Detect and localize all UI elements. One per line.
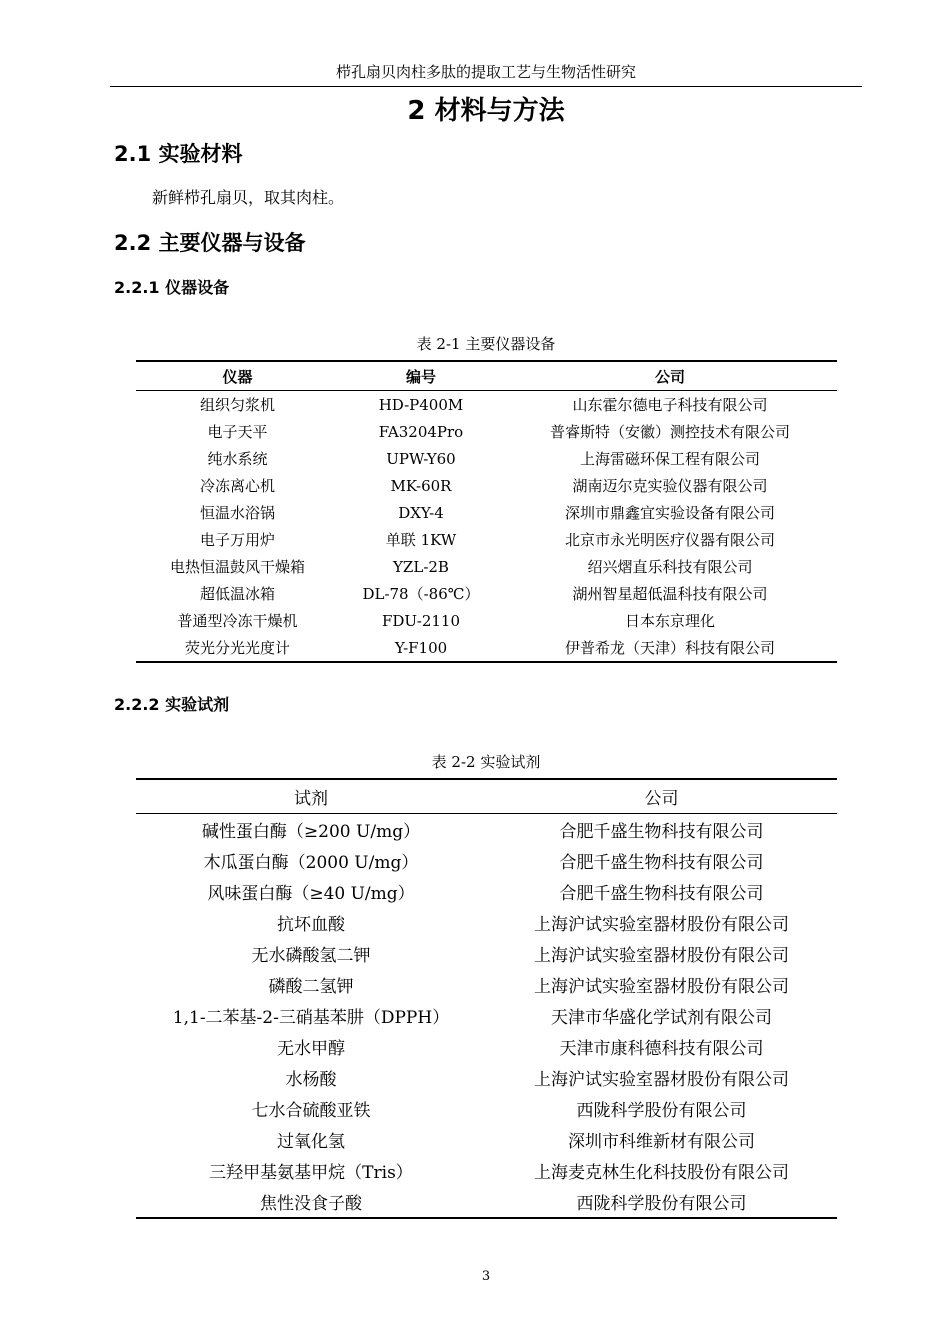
- reagent-company: 上海沪试实验室器材股份有限公司: [534, 915, 789, 935]
- reagent-company: 上海沪试实验室器材股份有限公司: [534, 1070, 789, 1090]
- instrument-company: 湖南迈尔克实验仪器有限公司: [572, 477, 768, 495]
- instrument-company: 北京市永光明医疗仪器有限公司: [564, 531, 775, 549]
- table-row: [136, 472, 837, 499]
- instrument-company: 伊普希龙（天津）科技有限公司: [564, 639, 775, 657]
- reagent-name: 磷酸二氢钾: [268, 977, 354, 997]
- instrument-name: 普通型冷冻干燥机: [177, 612, 298, 630]
- instrument-model: DL-78（-86℃）: [362, 585, 480, 603]
- instrument-model: MK-60R: [390, 476, 452, 495]
- reagent-name: 三羟甲基氨基甲烷（Tris）: [209, 1163, 413, 1183]
- section-2-2-2-heading: 2.2.2 实验试剂: [114, 695, 230, 714]
- reagent-name: 焦性没食子酸: [260, 1194, 362, 1214]
- instrument-name: 恒温水浴锅: [199, 504, 275, 522]
- reagent-company: 合肥千盛生物科技有限公司: [559, 822, 764, 842]
- reagents-table: [136, 778, 837, 1219]
- table-row: [136, 445, 837, 472]
- table2-header-company: 公司: [486, 779, 837, 814]
- table-row: [136, 499, 837, 526]
- table1-header-instrument: 仪器: [136, 361, 339, 391]
- instrument-company: 绍兴熠直乐科技有限公司: [587, 558, 753, 576]
- reagent-company: 上海沪试实验室器材股份有限公司: [534, 946, 789, 966]
- instrument-name: 超低温冰箱: [199, 585, 275, 603]
- reagent-name: 1,1-二苯基-2-三硝基苯肼（DPPH）: [172, 1008, 450, 1028]
- instrument-model: HD-P400M: [378, 395, 464, 414]
- instrument-company: 普睿斯特（安徽）测控技术有限公司: [549, 423, 790, 441]
- reagent-name: 无水甲醇: [277, 1039, 345, 1059]
- reagent-company: 西陇科学股份有限公司: [576, 1101, 747, 1121]
- instrument-company: 湖州智星超低温科技有限公司: [572, 585, 768, 603]
- section-2-2-1-heading: 2.2.1 仪器设备: [114, 278, 230, 297]
- instrument-model: 单联 1KW: [385, 531, 457, 549]
- reagent-name: 碱性蛋白酶（≥200 U/mg）: [201, 822, 421, 842]
- table-row: [136, 1062, 837, 1093]
- reagent-company: 深圳市科维新材有限公司: [568, 1132, 755, 1152]
- reagent-company: 西陇科学股份有限公司: [576, 1194, 747, 1214]
- reagent-company: 合肥千盛生物科技有限公司: [559, 884, 764, 904]
- header-rule: [110, 86, 862, 87]
- reagent-company: 天津市华盛化学试剂有限公司: [551, 1008, 772, 1028]
- reagent-company: 上海沪试实验室器材股份有限公司: [534, 977, 789, 997]
- reagent-company: 天津市康科德科技有限公司: [559, 1039, 764, 1059]
- table1-header-company: 公司: [503, 361, 837, 391]
- instrument-name: 电热恒温鼓风干燥箱: [169, 558, 305, 576]
- reagent-name: 木瓜蛋白酶（2000 U/mg）: [203, 853, 419, 873]
- table-row: [136, 1031, 837, 1062]
- table-row: [136, 845, 837, 876]
- page-number: 3: [481, 1269, 491, 1284]
- instrument-name: 电子天平: [207, 423, 268, 441]
- table-row: [136, 580, 837, 607]
- instruments-table: [136, 360, 837, 663]
- table-row: [136, 1155, 837, 1186]
- instrument-name: 纯水系统: [207, 450, 268, 468]
- reagent-name: 水杨酸: [285, 1070, 337, 1090]
- table-row: [136, 1093, 837, 1124]
- table1-caption: 表 2-1 主要仪器设备: [416, 335, 556, 353]
- table2-header-reagent: 试剂: [136, 779, 486, 814]
- chapter-title: 2 材料与方法: [407, 96, 565, 126]
- reagent-name: 风味蛋白酶（≥40 U/mg）: [207, 884, 415, 904]
- reagent-company: 上海麦克林生化科技股份有限公司: [534, 1163, 789, 1183]
- table-row: [136, 969, 837, 1000]
- table-row: [136, 1124, 837, 1155]
- table-row: [136, 938, 837, 969]
- section-2-2-heading: 2.2 主要仪器与设备: [114, 231, 306, 255]
- instrument-model: UPW-Y60: [386, 449, 456, 468]
- table2-header-row: [136, 779, 837, 814]
- table-row: [136, 1000, 837, 1031]
- reagent-name: 无水磷酸氢二钾: [251, 946, 371, 966]
- table1-header-model: 编号: [339, 361, 503, 391]
- reagent-name: 抗坏血酸: [277, 915, 345, 935]
- instrument-name: 冷冻离心机: [199, 477, 275, 495]
- table-row: [136, 553, 837, 580]
- table-row: [136, 526, 837, 553]
- instrument-model: FA3204Pro: [378, 422, 464, 441]
- section-2-1-heading: 2.1 实验材料: [114, 142, 243, 166]
- instrument-name: 组织匀浆机: [199, 396, 275, 414]
- reagent-name: 过氧化氢: [277, 1132, 345, 1152]
- table2-caption: 表 2-2 实验试剂: [431, 753, 541, 771]
- table1-header-row: [136, 361, 837, 391]
- instrument-name: 电子万用炉: [199, 531, 275, 549]
- instrument-company: 山东霍尔德电子科技有限公司: [572, 396, 768, 414]
- table-row: [136, 907, 837, 938]
- instrument-model: YZL-2B: [393, 557, 449, 576]
- table-row: [136, 418, 837, 445]
- reagent-name: 七水合硫酸亚铁: [251, 1101, 371, 1121]
- section-2-1-text: 新鲜栉孔扇贝，取其肉柱。: [152, 188, 345, 207]
- instrument-name: 荧光分光光度计: [184, 639, 290, 657]
- instrument-company: 深圳市鼎鑫宜实验设备有限公司: [564, 504, 775, 522]
- table-row: [136, 814, 837, 846]
- table-row: [136, 1186, 837, 1218]
- table-row: [136, 876, 837, 907]
- reagent-company: 合肥千盛生物科技有限公司: [559, 853, 764, 873]
- running-header: 栉孔扇贝肉柱多肽的提取工艺与生物活性研究: [335, 63, 636, 81]
- instrument-company: 日本东京理化: [624, 612, 715, 630]
- instrument-model: Y-F100: [394, 638, 448, 657]
- table-row: [136, 607, 837, 634]
- table-row: [136, 391, 837, 419]
- instrument-company: 上海雷磁环保工程有限公司: [579, 450, 760, 468]
- instrument-model: DXY-4: [398, 503, 444, 522]
- instrument-model: FDU-2110: [381, 611, 461, 630]
- table-row: [136, 634, 837, 662]
